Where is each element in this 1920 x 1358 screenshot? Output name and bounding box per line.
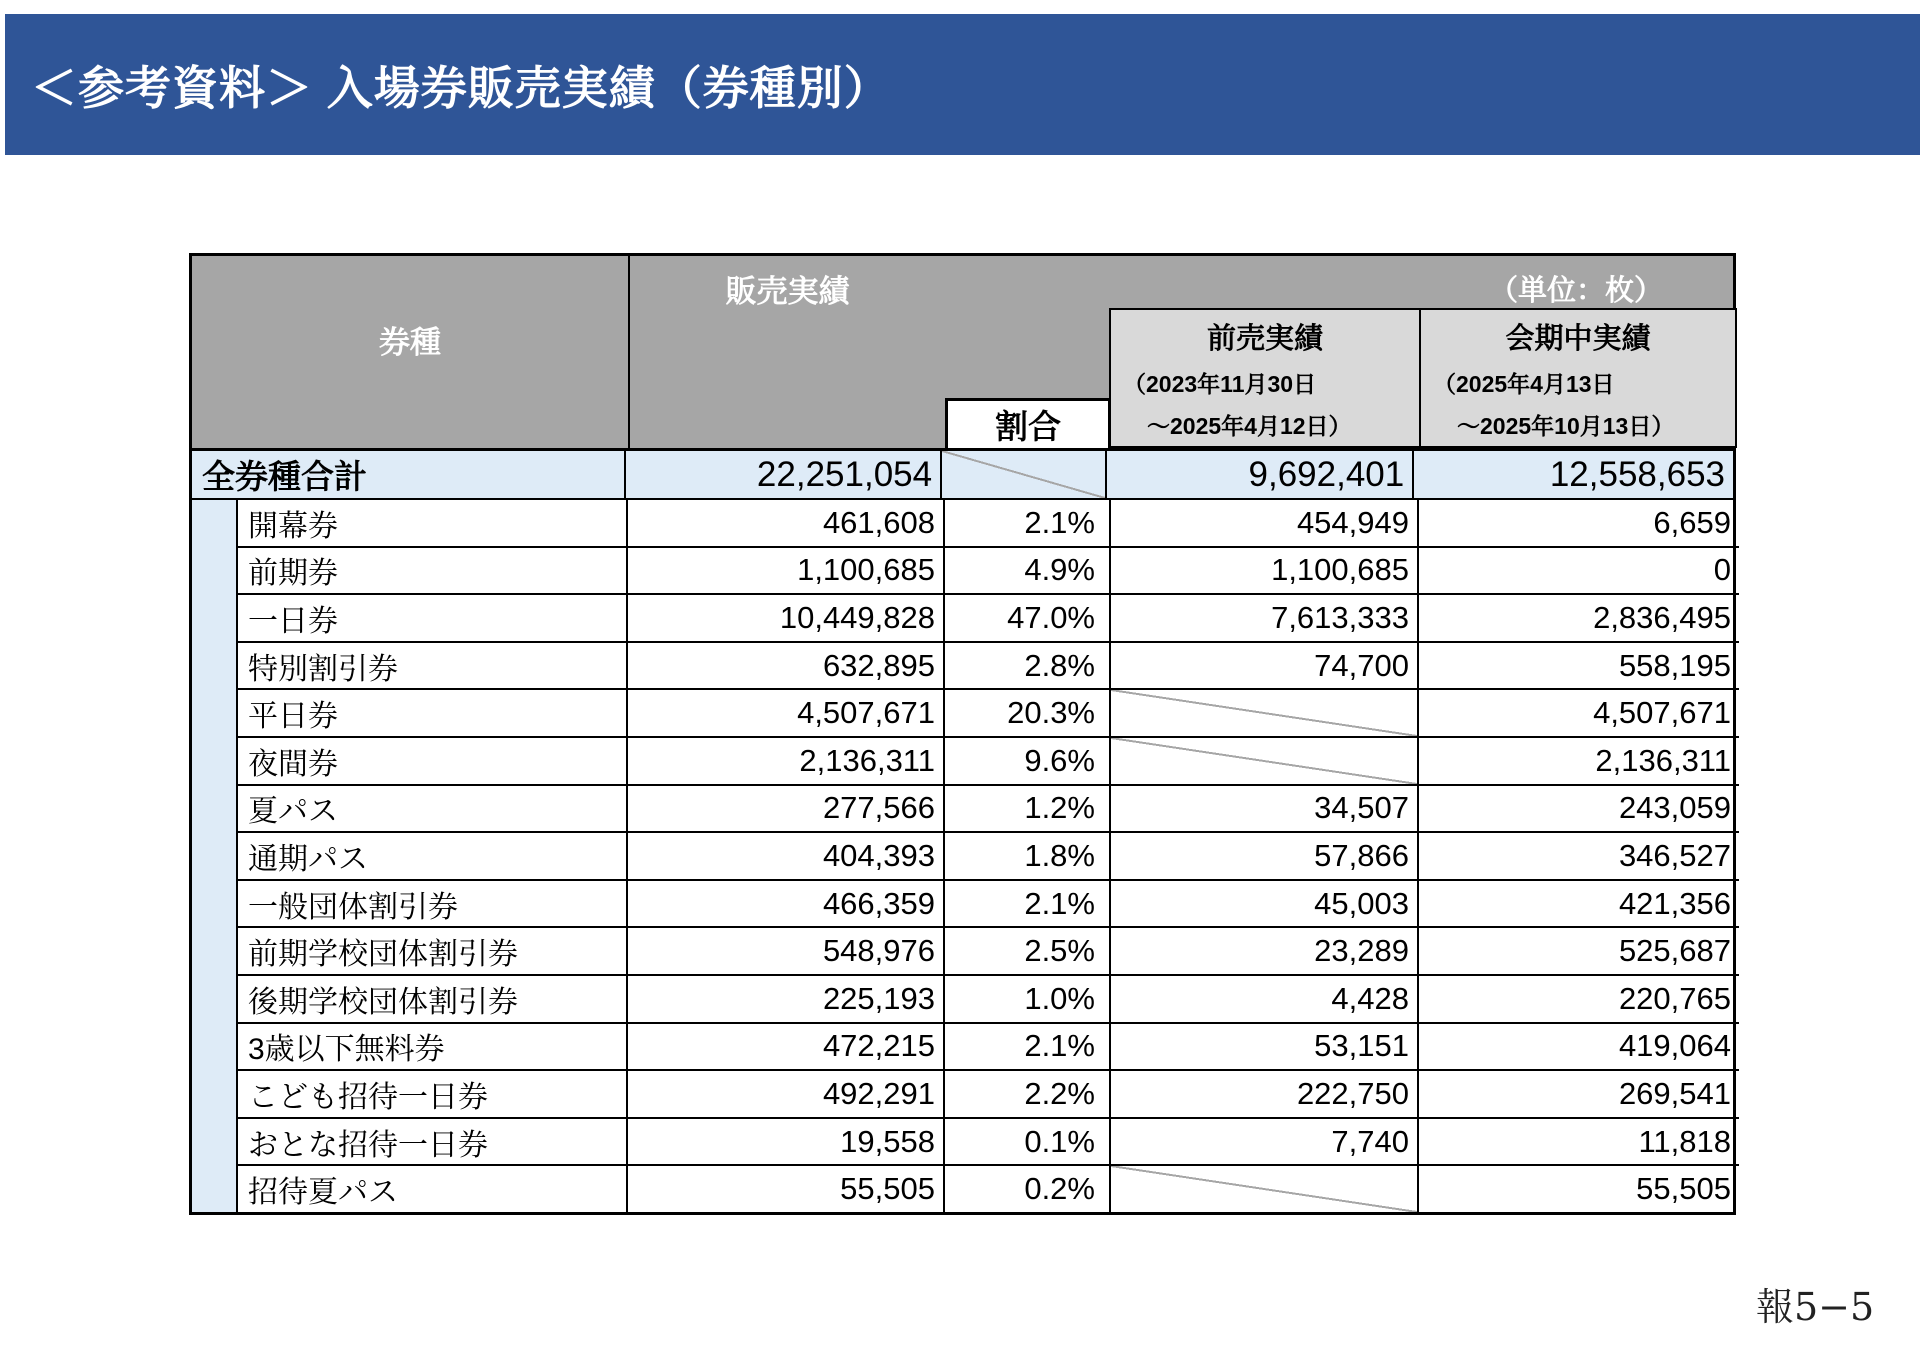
presale-cell: 34,507 xyxy=(1111,786,1419,832)
total-cell: 4,507,671 xyxy=(628,690,945,736)
during-cell: 220,765 xyxy=(1618,980,1731,1016)
ratio-cell: 1.2% xyxy=(945,786,1111,832)
ratio-cell: 20.3% xyxy=(945,690,1111,736)
ticket-name-cell: 夏パス xyxy=(238,786,628,832)
ratio-cell: 1.0% xyxy=(945,976,1111,1022)
table-row xyxy=(238,881,1739,929)
presale-cell: 45,003 xyxy=(1111,881,1419,927)
ratio-cell: 2.1% xyxy=(945,881,1111,927)
during-cell: 269,541 xyxy=(1618,1075,1731,1111)
table-row xyxy=(238,1166,1739,1212)
total-row xyxy=(192,451,1733,500)
table-row xyxy=(238,690,1739,738)
total-sales-cell: 22,251,054 xyxy=(626,451,942,498)
total-cell: 225,193 xyxy=(628,976,945,1022)
presale-cell: 1,100,685 xyxy=(1111,548,1419,594)
during-cell: 2,836,495 xyxy=(1593,599,1731,635)
table-row xyxy=(238,976,1739,1024)
ticket-name-cell: 一般団体割引券 xyxy=(238,881,628,927)
table-row xyxy=(238,548,1739,596)
during-cell: 558,195 xyxy=(1618,647,1731,683)
ticket-name-cell: おとな招待一日券 xyxy=(238,1119,628,1165)
during-cell: 421,356 xyxy=(1618,885,1731,921)
total-cell: 19,558 xyxy=(628,1119,945,1165)
during-cell: 4,507,671 xyxy=(1593,695,1731,731)
presale-cell xyxy=(1111,1166,1419,1212)
total-cell: 492,291 xyxy=(628,1071,945,1117)
presale-period-line2: ～2025年4月12日） xyxy=(1147,413,1352,439)
ratio-cell: 2.2% xyxy=(945,1071,1111,1117)
total-cell: 277,566 xyxy=(628,786,945,832)
total-during-cell: 12,558,653 xyxy=(1549,454,1725,494)
during-cell: 419,064 xyxy=(1618,1028,1731,1064)
table-row xyxy=(238,738,1739,786)
ratio-cell: 0.1% xyxy=(945,1119,1111,1165)
column-header-presale xyxy=(1109,308,1421,448)
during-cell: 6,659 xyxy=(1653,504,1731,540)
table-row xyxy=(238,786,1739,834)
ratio-cell: 2.5% xyxy=(945,928,1111,974)
ratio-cell: 0.2% xyxy=(945,1166,1111,1212)
table-row xyxy=(238,833,1739,881)
data-rows xyxy=(238,500,1739,1212)
presale-cell: 57,866 xyxy=(1111,833,1419,879)
page-number: 報5−5 xyxy=(1756,1285,1875,1329)
total-cell: 404,393 xyxy=(628,833,945,879)
during-cell: 55,505 xyxy=(1636,1171,1731,1207)
ticket-name-cell: こども招待一日券 xyxy=(238,1071,628,1117)
ticket-name-cell: 一日券 xyxy=(238,595,628,641)
during-period-line2: ～2025年10月13日） xyxy=(1457,413,1675,439)
ratio-cell: 4.9% xyxy=(945,548,1111,594)
total-cell: 466,359 xyxy=(628,881,945,927)
total-label-cell: 全券種合計 xyxy=(192,451,626,498)
total-cell: 472,215 xyxy=(628,1024,945,1070)
during-title: 会期中実績 xyxy=(1505,323,1651,355)
ratio-cell: 2.1% xyxy=(945,500,1111,546)
presale-cell: 7,740 xyxy=(1111,1119,1419,1165)
total-cell: 461,608 xyxy=(628,500,945,546)
total-cell: 632,895 xyxy=(628,643,945,689)
ticket-name-cell: 通期パス xyxy=(238,833,628,879)
during-cell: 346,527 xyxy=(1618,837,1731,873)
ratio-cell: 2.8% xyxy=(945,643,1111,689)
presale-cell: 454,949 xyxy=(1111,500,1419,546)
presale-period-line1: （2023年11月30日 xyxy=(1123,371,1317,397)
presale-cell xyxy=(1111,738,1419,784)
table-row xyxy=(238,928,1739,976)
total-ratio-cell-blank xyxy=(942,451,1107,498)
during-cell: 2,136,311 xyxy=(1595,742,1731,778)
column-header-sales-results: 販売実績 xyxy=(725,274,850,309)
total-cell: 55,505 xyxy=(628,1166,945,1212)
total-cell: 1,100,685 xyxy=(628,548,945,594)
total-cell: 548,976 xyxy=(628,928,945,974)
column-header-ticket-type: 券種 xyxy=(379,324,441,360)
during-cell: 525,687 xyxy=(1618,933,1731,969)
total-cell: 2,136,311 xyxy=(628,738,945,784)
ticket-sales-table xyxy=(189,253,1736,1215)
ticket-name-cell: 平日券 xyxy=(238,690,628,736)
ticket-name-cell: 前期券 xyxy=(238,548,628,594)
presale-cell: 74,700 xyxy=(1111,643,1419,689)
total-cell: 10,449,828 xyxy=(628,595,945,641)
presale-cell: 222,750 xyxy=(1111,1071,1419,1117)
indent-strip xyxy=(192,500,238,1212)
during-cell: 0 xyxy=(1713,552,1731,588)
ticket-name-cell: 前期学校団体割引券 xyxy=(238,928,628,974)
table-row xyxy=(238,595,1739,643)
title-bar xyxy=(5,14,1920,155)
ticket-name-cell: 後期学校団体割引券 xyxy=(238,976,628,1022)
ticket-name-cell: 招待夏パス xyxy=(238,1166,628,1212)
during-cell: 11,818 xyxy=(1638,1123,1731,1159)
unit-note: （単位：枚） xyxy=(1488,275,1663,307)
ratio-cell: 9.6% xyxy=(945,738,1111,784)
presale-cell xyxy=(1111,690,1419,736)
presale-cell: 7,613,333 xyxy=(1111,595,1419,641)
during-cell: 243,059 xyxy=(1618,790,1731,826)
table-row xyxy=(238,1119,1739,1167)
page-title: ＜参考資料＞ 入場券販売実績（券種別） xyxy=(31,61,891,114)
table-row xyxy=(238,643,1739,691)
table-row xyxy=(238,1071,1739,1119)
ticket-name-cell: 夜間券 xyxy=(238,738,628,784)
presale-cell: 23,289 xyxy=(1111,928,1419,974)
table-row xyxy=(238,500,1739,548)
ratio-cell: 1.8% xyxy=(945,833,1111,879)
during-period-line1: （2025年4月13日 xyxy=(1433,371,1615,397)
ratio-cell: 2.1% xyxy=(945,1024,1111,1070)
ticket-name-cell: 3歳以下無料券 xyxy=(238,1024,628,1070)
table-row xyxy=(238,1024,1739,1072)
ticket-name-cell: 開幕券 xyxy=(238,500,628,546)
total-presale-cell: 9,692,401 xyxy=(1107,451,1414,498)
presale-title: 前売実績 xyxy=(1206,323,1323,355)
ratio-cell: 47.0% xyxy=(945,595,1111,641)
presale-cell: 4,428 xyxy=(1111,976,1419,1022)
ticket-name-cell: 特別割引券 xyxy=(238,643,628,689)
column-header-during-period xyxy=(1419,308,1737,448)
column-header-ratio: 割合 xyxy=(945,398,1111,451)
presale-cell: 53,151 xyxy=(1111,1024,1419,1070)
